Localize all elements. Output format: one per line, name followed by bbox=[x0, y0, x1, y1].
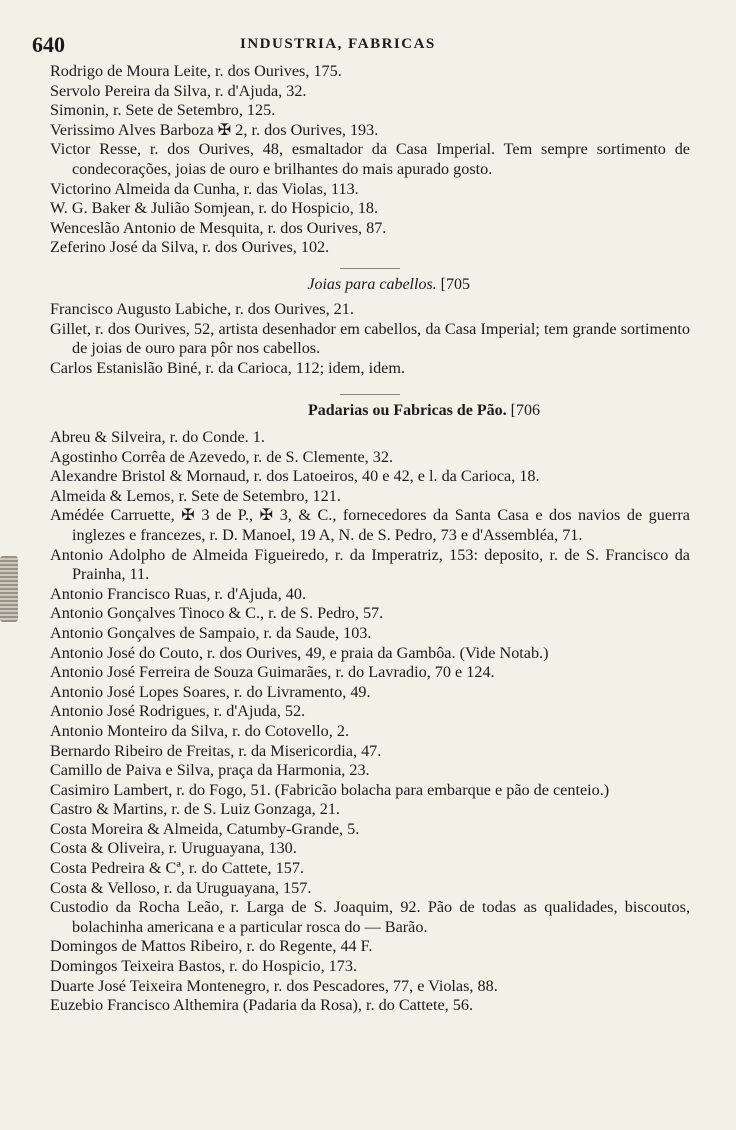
list-item: Verissimo Alves Barboza ✠ 2, r. dos Ourives, 193. bbox=[50, 120, 379, 139]
list-item: Antonio Adolpho de Almeida Figueiredo, r. da Imperatriz, 153: deposito, r. de S. Francisco da Prainha, 11. bbox=[50, 545, 690, 584]
section-number: [706 bbox=[510, 402, 540, 419]
section-divider bbox=[340, 268, 400, 269]
list-item: Rodrigo de Moura Leite, r. dos Ourives, 175. bbox=[50, 62, 342, 80]
list-item: Bernardo Ribeiro de Freitas, r. da Misericordia, 47. bbox=[50, 741, 382, 760]
list-item: Camillo de Paiva e Silva, praça da Harmonia, 23. bbox=[50, 761, 370, 780]
list-item: Abreu & Silveira, r. do Conde. 1. bbox=[50, 428, 265, 446]
section-title-text: Joias para cabellos. bbox=[307, 276, 437, 293]
section-padarias-list bbox=[50, 428, 690, 1016]
list-item: Alexandre Bristol & Mornaud, r. dos Latoeiros, 40 e 42, e l. da Carioca, 18. bbox=[50, 467, 540, 486]
list-item: Duarte José Teixeira Montenegro, r. dos Pescadores, 77, e Violas, 88. bbox=[50, 976, 498, 995]
section-joias-list bbox=[50, 300, 690, 378]
list-item: Antonio Gonçalves de Sampaio, r. da Saude, 103. bbox=[50, 623, 372, 642]
list-item: Domingos Teixeira Bastos, r. do Hospicio, 173. bbox=[50, 957, 358, 976]
list-item: Agostinho Corrêa de Azevedo, r. de S. Clemente, 32. bbox=[50, 447, 394, 466]
section-number: [705 bbox=[440, 276, 470, 293]
list-item: Antonio José Lopes Soares, r. do Livramento, 49. bbox=[50, 682, 371, 701]
list-item: Wenceslão Antonio de Mesquita, r. dos Ourives, 87. bbox=[50, 218, 387, 237]
list-item: Costa & Oliveira, r. Uruguayana, 130. bbox=[50, 839, 297, 858]
list-item: Almeida & Lemos, r. Sete de Setembro, 121. bbox=[50, 486, 341, 505]
section-title-text: Padarias ou Fabricas de Pão. bbox=[308, 402, 507, 419]
section-title-padarias bbox=[200, 402, 540, 420]
list-item: Carlos Estanislão Biné, r. da Carioca, 112; idem, idem. bbox=[50, 358, 406, 377]
list-item: Domingos de Mattos Ribeiro, r. do Regente, 44 F. bbox=[50, 937, 373, 956]
list-item: Simonin, r. Sete de Setembro, 125. bbox=[50, 101, 276, 120]
list-item: Servolo Pereira da Silva, r. d'Ajuda, 32. bbox=[50, 81, 307, 100]
list-item: Antonio Monteiro da Silva, r. do Cotovello, 2. bbox=[50, 721, 350, 740]
page-header bbox=[30, 30, 706, 58]
list-item: Victorino Almeida da Cunha, r. das Violas, 113. bbox=[50, 179, 359, 198]
list-item: W. G. Baker & Julião Somjean, r. do Hospicio, 18. bbox=[50, 199, 379, 218]
section-ourives-list bbox=[50, 62, 690, 258]
margin-binding-mark bbox=[0, 556, 18, 622]
list-item: Gillet, r. dos Ourives, 52, artista desenhador em cabellos, da Casa Imperial; tem grande sortimento de joias de ouro para pôr nos cabellos. bbox=[50, 319, 690, 358]
running-head: INDUSTRIA, FABRICAS bbox=[240, 36, 436, 52]
list-item: Antonio José Rodrigues, r. d'Ajuda, 52. bbox=[50, 702, 306, 721]
list-item: Castro & Martins, r. de S. Luiz Gonzaga, 21. bbox=[50, 800, 340, 819]
list-item: Antonio José do Couto, r. dos Ourives, 49, e praia da Gambôa. (Vide Notab.) bbox=[50, 643, 549, 662]
list-item: Costa Moreira & Almeida, Catumby-Grande, 5. bbox=[50, 819, 360, 838]
list-item: Casimiro Lambert, r. do Fogo, 51. (Fabricão bolacha para embarque e pão de centeio.) bbox=[50, 780, 610, 799]
list-item: Costa & Velloso, r. da Uruguayana, 157. bbox=[50, 878, 312, 897]
list-item: Zeferino José da Silva, r. dos Ourives, 102. bbox=[50, 238, 330, 257]
section-divider bbox=[340, 394, 400, 395]
list-item: Custodio da Rocha Leão, r. Larga de S. Joaquim, 92. Pão de todas as qualidades, biscoutos, bolachinha americana e a particular rosca do — Barão. bbox=[50, 898, 690, 936]
list-item: Francisco Augusto Labiche, r. dos Ourives, 21. bbox=[50, 300, 354, 318]
section-title-joias bbox=[200, 276, 470, 294]
list-item: Amédée Carruette, ✠ 3 de P., ✠ 3, & C., fornecedores da Santa Casa e dos navios de guerra inglezes e francezes, r. D. Manoel, 19 A, N. de S. Pedro, 73 e d'Assembléa, 71. bbox=[50, 506, 690, 544]
list-item: Costa Pedreira & Cª, r. do Cattete, 157. bbox=[50, 859, 304, 878]
list-item: Victor Resse, r. dos Ourives, 48, esmaltador da Casa Imperial. Tem sempre sortimento de condecorações, joias de ouro e brilhantes do mais apurado gosto. bbox=[50, 140, 690, 178]
list-item: Antonio José Ferreira de Souza Guimarães, r. do Lavradio, 70 e 124. bbox=[50, 663, 495, 682]
page-number: 640 bbox=[32, 32, 65, 57]
list-item: Euzebio Francisco Althemira (Padaria da Rosa), r. do Cattete, 56. bbox=[50, 996, 473, 1015]
list-item: Antonio Francisco Ruas, r. d'Ajuda, 40. bbox=[50, 584, 307, 603]
list-item: Antonio Gonçalves Tinoco & C., r. de S. Pedro, 57. bbox=[50, 604, 384, 623]
